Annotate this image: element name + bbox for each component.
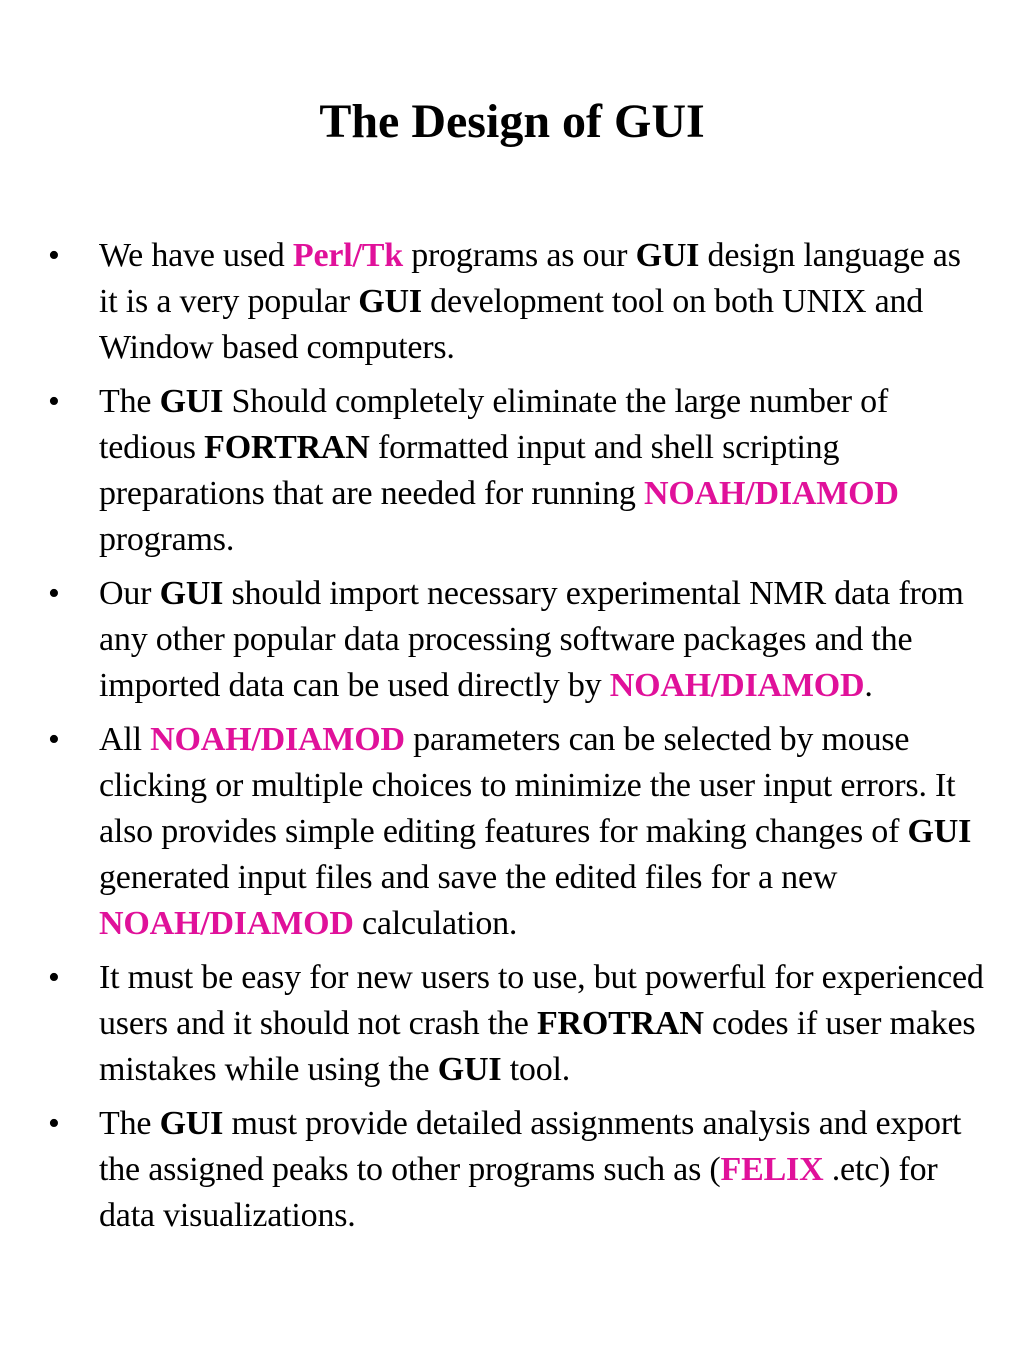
bold-term: FORTRAN bbox=[204, 429, 370, 466]
text-run: must provide detailed assignments analysis and export the assigned peaks to other programs such as ( bbox=[99, 1105, 962, 1188]
bullet-marker: • bbox=[48, 721, 60, 758]
bullet-list bbox=[0, 233, 1024, 1247]
text-run: parameters can be selected by mouse clicking or multiple choices to minimize the user input errors. It also provides simple editing features for making changes of bbox=[99, 721, 956, 850]
highlight-term: NOAH/DIAMOD bbox=[609, 667, 865, 704]
bullet-item bbox=[0, 717, 1024, 947]
text-run: Should completely eliminate the large number of tedious bbox=[99, 383, 889, 466]
bullet-marker: • bbox=[48, 383, 60, 420]
text-run: should import necessary experimental NMR data from any other popular data processing software packages and the imported data can be used directly by bbox=[99, 575, 964, 704]
bullet-item bbox=[0, 571, 1024, 709]
bullet-text bbox=[99, 1105, 961, 1234]
text-run: formatted input and shell scripting preparations that are needed for running bbox=[99, 429, 840, 512]
text-run: .etc) for data visualizations. bbox=[99, 1151, 938, 1234]
bold-term: GUI bbox=[907, 813, 972, 850]
bold-term: GUI bbox=[159, 575, 224, 612]
bullet-item bbox=[0, 379, 1024, 563]
text-run: The bbox=[99, 383, 160, 420]
bullet-text bbox=[99, 383, 899, 558]
text-run: . bbox=[864, 667, 873, 704]
text-run: We have used bbox=[99, 237, 293, 274]
text-run: All bbox=[99, 721, 151, 758]
text-run: calculation. bbox=[353, 905, 518, 942]
text-run: generated input files and save the edited files for a new bbox=[99, 859, 838, 896]
text-run: codes if user makes mistakes while using the bbox=[99, 1005, 976, 1088]
bullet-item bbox=[0, 955, 1024, 1093]
highlight-term: NOAH/DIAMOD bbox=[99, 905, 354, 942]
bold-term: FROTRAN bbox=[536, 1005, 704, 1042]
bullet-text bbox=[99, 721, 971, 942]
bullet-text bbox=[99, 959, 984, 1088]
slide-title: The Design of GUI bbox=[319, 95, 705, 148]
highlight-term: NOAH/DIAMOD bbox=[644, 475, 899, 512]
highlight-term: Perl/Tk bbox=[292, 237, 403, 274]
bold-term: GUI bbox=[159, 1105, 224, 1142]
bullet-marker: • bbox=[48, 1105, 60, 1142]
text-run: programs. bbox=[99, 521, 235, 558]
bold-term: GUI bbox=[358, 283, 422, 320]
text-run: programs as our bbox=[402, 237, 636, 274]
bullet-item bbox=[0, 233, 1024, 371]
bold-term: GUI bbox=[437, 1051, 502, 1088]
text-run: The bbox=[99, 1105, 160, 1142]
text-run: Our bbox=[99, 575, 160, 612]
text-run: It must be easy for new users to use, but powerful for experienced users and it should not crash the bbox=[99, 959, 984, 1042]
text-run: development tool on both UNIX and Window based computers. bbox=[99, 283, 924, 366]
bullet-marker: • bbox=[48, 959, 60, 996]
bullet-text bbox=[99, 237, 961, 366]
highlight-term: FELIX bbox=[720, 1151, 824, 1188]
bullet-text bbox=[99, 575, 964, 704]
bold-term: GUI bbox=[159, 383, 224, 420]
bold-term: GUI bbox=[635, 237, 700, 274]
bullet-marker: • bbox=[48, 575, 60, 612]
text-run: tool. bbox=[501, 1051, 571, 1088]
highlight-term: NOAH/DIAMOD bbox=[150, 721, 405, 758]
bullet-item bbox=[0, 1101, 1024, 1239]
text-run: design language as it is a very popular bbox=[99, 237, 961, 320]
bullet-marker: • bbox=[48, 237, 60, 274]
